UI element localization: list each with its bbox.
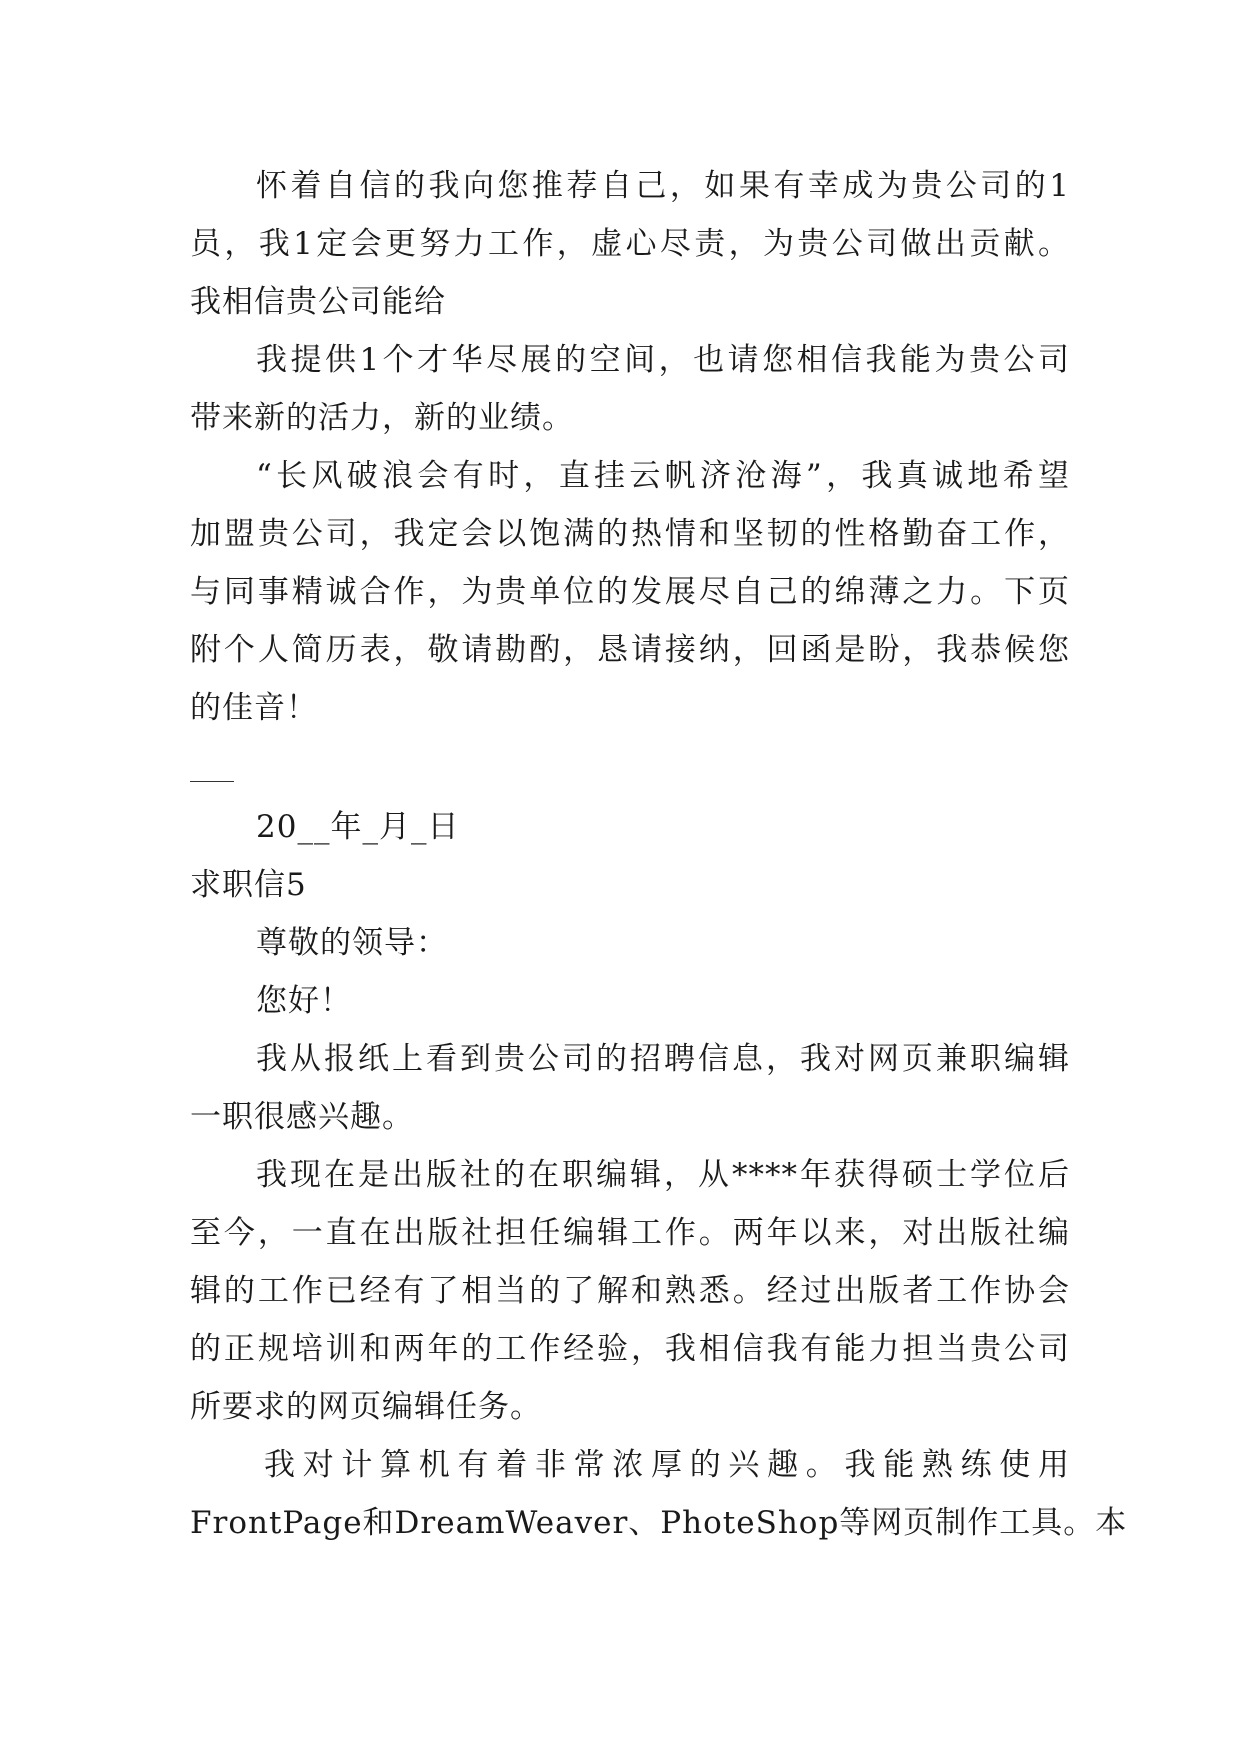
paragraph-line: 加盟贵公司，我定会以饱满的热情和坚韧的性格勤奋工作， [190, 516, 1070, 552]
paragraph-line: 所要求的网页编辑任务。 [190, 1389, 542, 1425]
paragraph-line: 怀着自信的我向您推荐自己，如果有幸成为贵公司的1 [256, 168, 1070, 204]
paragraph-line: FrontPage和DreamWeaver、PhoteShop等网页制作工具。本 [190, 1505, 1128, 1541]
paragraph-line: 附个人简历表，敬请勘酌，恳请接纳，回函是盼，我恭候您 [190, 632, 1070, 668]
paragraph-line: 我对计算机有着非常浓厚的兴趣。我能熟练使用 [264, 1447, 1070, 1483]
paragraph-line: 带来新的活力，新的业绩。 [190, 400, 574, 436]
signature-rule [190, 781, 234, 782]
paragraph-line: 员，我1定会更努力工作，虚心尽责，为贵公司做出贡献。 [190, 226, 1070, 262]
paragraph-line: 我现在是出版社的在职编辑，从****年获得硕士学位后 [256, 1157, 1070, 1193]
paragraph-line: 我相信贵公司能给 [190, 284, 446, 320]
greeting: 您好！ [256, 983, 352, 1019]
date-line: 20__年_月_日 [256, 809, 460, 845]
paragraph-line: 至今，一直在出版社担任编辑工作。两年以来，对出版社编 [190, 1215, 1070, 1251]
paragraph-line: 我提供1个才华尽展的空间，也请您相信我能为贵公司 [256, 342, 1070, 378]
paragraph-line: 一职很感兴趣。 [190, 1099, 414, 1135]
paragraph-line: 的佳音！ [190, 690, 318, 726]
paragraph-line: 我从报纸上看到贵公司的招聘信息，我对网页兼职编辑 [256, 1041, 1070, 1077]
paragraph-line: “长风破浪会有时，直挂云帆济沧海”，我真诚地希望 [256, 458, 1070, 494]
paragraph-line: 的正规培训和两年的工作经验，我相信我有能力担当贵公司 [190, 1331, 1070, 1367]
paragraph-line: 辑的工作已经有了相当的了解和熟悉。经过出版者工作协会 [190, 1273, 1070, 1309]
salutation: 尊敬的领导： [256, 925, 448, 961]
paragraph-line: 与同事精诚合作，为贵单位的发展尽自己的绵薄之力。下页 [190, 574, 1070, 610]
letter-title: 求职信5 [190, 867, 307, 903]
